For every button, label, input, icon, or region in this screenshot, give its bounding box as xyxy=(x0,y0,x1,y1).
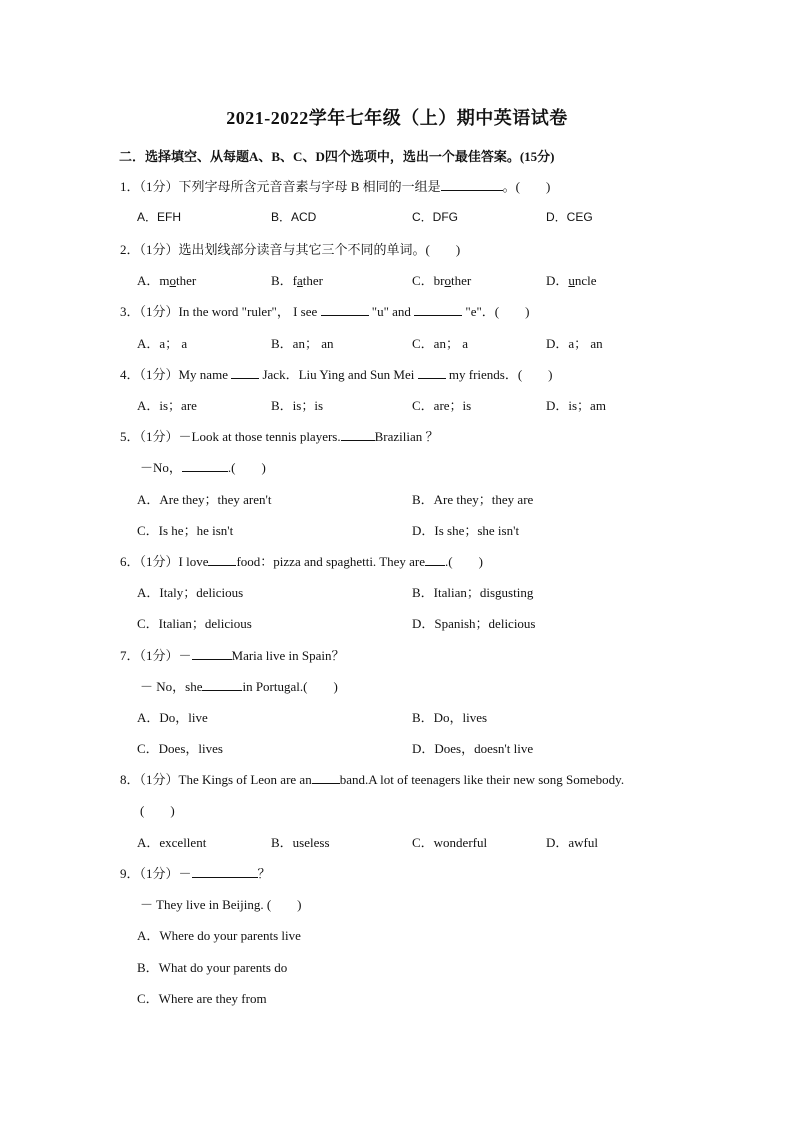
option-b: B．useless xyxy=(271,835,330,850)
option-a: A．Italy；delicious xyxy=(137,585,244,600)
option-c: C．are；is xyxy=(412,398,472,413)
option-b: B．What do your parents do xyxy=(137,960,288,975)
question-7: 7．（1分）－ Maria live in Spain？ xyxy=(120,648,345,663)
answer-blank xyxy=(341,428,375,441)
option-c: C．an； a xyxy=(412,336,468,351)
option-b: B．Are they；they are xyxy=(412,492,534,507)
underlined-letter: o xyxy=(444,273,452,288)
answer-blank xyxy=(231,366,259,379)
question-7-reply: － No，she in Portugal.( ) xyxy=(140,679,338,694)
option-b: B．Do，lives xyxy=(412,710,488,725)
underlined-letter: o xyxy=(169,273,177,288)
answer-blank xyxy=(192,865,258,878)
answer-blank xyxy=(321,303,369,316)
underlined-letter: u xyxy=(568,273,575,288)
option-d: D．uncle xyxy=(546,273,597,288)
question-text: 。( ) xyxy=(502,179,551,194)
question-6: 6．（1分）I love food：pizza and spaghetti. They are .( ) xyxy=(120,554,483,569)
option-d: D．awful xyxy=(546,835,598,850)
question-text: 1．（1分）下列字母所含元音音素与字母 B 相同的一组是 xyxy=(120,179,441,194)
option-d: D．CEG xyxy=(546,210,593,224)
question-8: 8．（1分）The Kings of Leon are an band.A lot of teenagers like their new song Somebody. xyxy=(120,772,625,787)
underlined-letter: a xyxy=(297,273,303,288)
option-a: A．excellent xyxy=(137,835,207,850)
option-a: A．Do，live xyxy=(137,710,208,725)
option-c: C．wonderful xyxy=(412,835,488,850)
question-5: 5．（1分）－Look at those tennis players. Brazilian ？ xyxy=(120,429,439,444)
page-title: 2021-2022学年七年级（上）期中英语试卷 xyxy=(226,108,568,128)
option-c: C．Italian；delicious xyxy=(137,616,252,631)
answer-blank xyxy=(182,459,228,472)
option-c: C．DFG xyxy=(412,210,458,224)
answer-blank xyxy=(414,303,462,316)
option-b: B．an； an xyxy=(271,336,334,351)
question-8-bracket: ( ) xyxy=(140,803,175,818)
option-a: A．EFH xyxy=(137,210,182,224)
option-c: C．Does，lives xyxy=(137,741,223,756)
option-c: C．Is he；he isn't xyxy=(137,523,234,538)
section-heading: 二．选择填空、从每题A、B、C、D四个选项中，选出一个最佳答案。(15分) xyxy=(119,149,555,164)
option-a: A．Are they；they aren't xyxy=(137,492,272,507)
question-2: 2．（1分）选出划线部分读音与其它三个不同的单词。( ) xyxy=(120,242,461,257)
option-b: B．Italian；disgusting xyxy=(412,585,534,600)
answer-blank xyxy=(312,771,340,784)
option-a: A．mother xyxy=(137,273,197,288)
option-b: B．ACD xyxy=(271,210,317,224)
answer-blank xyxy=(425,553,445,566)
question-3: 3．（1分）In the word "ruler"， I see "u" and "e"．( ) xyxy=(120,304,530,319)
option-d: D．Is she；she isn't xyxy=(412,523,520,538)
option-c: C．brother xyxy=(412,273,472,288)
answer-blank xyxy=(192,647,232,660)
option-b: B．father xyxy=(271,273,324,288)
question-1 xyxy=(120,176,550,195)
question-5-reply: －No， .( ) xyxy=(140,460,266,475)
option-b: B．is；is xyxy=(271,398,324,413)
option-a: A．a； a xyxy=(137,336,188,351)
option-d: D．is；am xyxy=(546,398,606,413)
answer-blank xyxy=(418,366,446,379)
option-d: D．a； an xyxy=(546,336,603,351)
question-4: 4．（1分）My name Jack．Liu Ying and Sun Mei my friends．( ) xyxy=(120,367,553,382)
option-a: A．is；are xyxy=(137,398,197,413)
answer-blank xyxy=(202,678,242,691)
answer-blank xyxy=(208,553,236,566)
option-c: C．Where are they from xyxy=(137,991,267,1006)
question-9: 9．（1分）－ ？ xyxy=(120,866,271,881)
option-d: D．Does，doesn't live xyxy=(412,741,534,756)
option-a: A．Where do your parents live xyxy=(137,928,301,943)
answer-blank xyxy=(441,178,503,191)
option-d: D．Spanish；delicious xyxy=(412,616,536,631)
question-9-reply: － They live in Beijing. ( ) xyxy=(140,897,302,912)
